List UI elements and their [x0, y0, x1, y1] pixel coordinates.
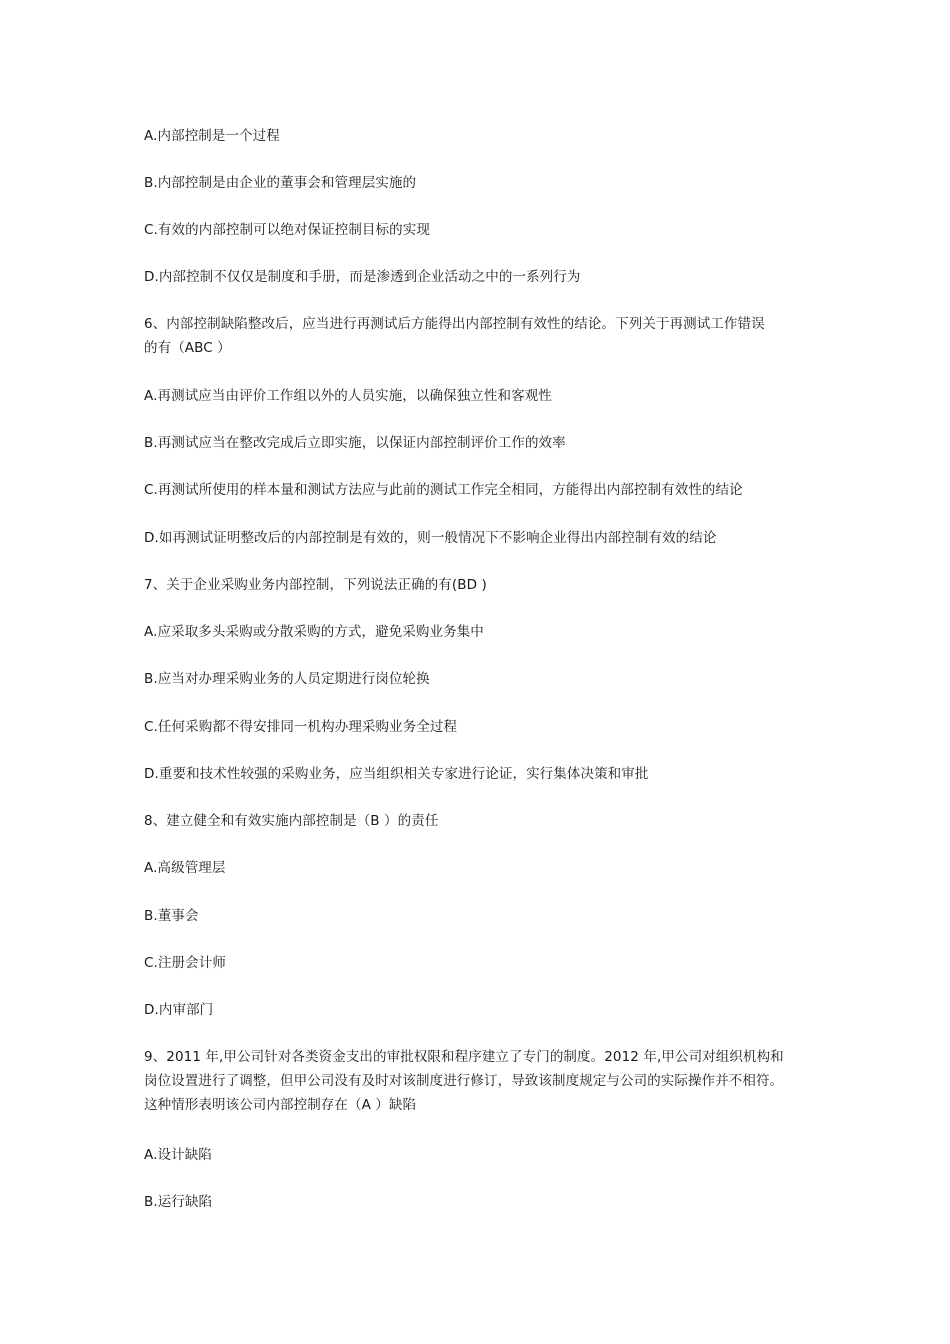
q9-question — [144, 1045, 824, 1117]
q9-question-line-2: 岗位设置进行了调整，但甲公司没有及时对该制度进行修订，导致该制度规定与公司的实际操作并不相符。 — [144, 1073, 784, 1089]
q6-option-a: A.再测试应当由评价工作组以外的人员实施，以确保独立性和客观性 — [144, 388, 552, 404]
q5-option-b: B.内部控制是由企业的董事会和管理层实施的 — [144, 175, 417, 191]
q5-option-a: A.内部控制是一个过程 — [144, 128, 280, 144]
q6-option-d: D.如再测试证明整改后的内部控制是有效的，则一般情况下不影响企业得出内部控制有效的结论 — [144, 530, 717, 546]
q8-option-c: C.注册会计师 — [144, 955, 226, 971]
q5-option-c: C.有效的内部控制可以绝对保证控制目标的实现 — [144, 222, 430, 238]
q9-question-line-3: 这种情形表明该公司内部控制存在（A ）缺陷 — [144, 1097, 417, 1113]
q9-option-b: B.运行缺陷 — [144, 1194, 213, 1210]
q7-question: 7、关于企业采购业务内部控制，下列说法正确的有(BD ) — [144, 577, 487, 593]
q6-option-c: C.再测试所使用的样本量和测试方法应与此前的测试工作完全相同，方能得出内部控制有效性的结论 — [144, 482, 743, 498]
q9-question-line-1: 9、2011 年,甲公司针对各类资金支出的审批权限和程序建立了专门的制度。2012 年,甲公司对组织机构和 — [144, 1049, 784, 1065]
q7-option-d: D.重要和技术性较强的采购业务，应当组织相关专家进行论证，实行集体决策和审批 — [144, 766, 649, 782]
q8-option-a: A.高级管理层 — [144, 860, 226, 876]
q6-option-b: B.再测试应当在整改完成后立即实施，以保证内部控制评价工作的效率 — [144, 435, 566, 451]
q7-option-c: C.任何采购都不得安排同一机构办理采购业务全过程 — [144, 719, 458, 735]
q8-option-b: B.董事会 — [144, 908, 199, 924]
q6-question — [144, 312, 824, 360]
q5-option-d: D.内部控制不仅仅是制度和手册，而是渗透到企业活动之中的一系列行为 — [144, 269, 581, 285]
q8-question: 8、建立健全和有效实施内部控制是（B ）的责任 — [144, 813, 439, 829]
q6-question-line-2: 的有（ABC ） — [144, 340, 231, 356]
q8-option-d: D.内审部门 — [144, 1002, 214, 1018]
q6-question-line-1: 6、内部控制缺陷整改后，应当进行再测试后方能得出内部控制有效性的结论。下列关于再测试工作错误 — [144, 316, 765, 332]
q7-option-a: A.应采取多头采购或分散采购的方式，避免采购业务集中 — [144, 624, 484, 640]
q9-option-a: A.设计缺陷 — [144, 1147, 212, 1163]
q7-option-b: B.应当对办理采购业务的人员定期进行岗位轮换 — [144, 671, 430, 687]
